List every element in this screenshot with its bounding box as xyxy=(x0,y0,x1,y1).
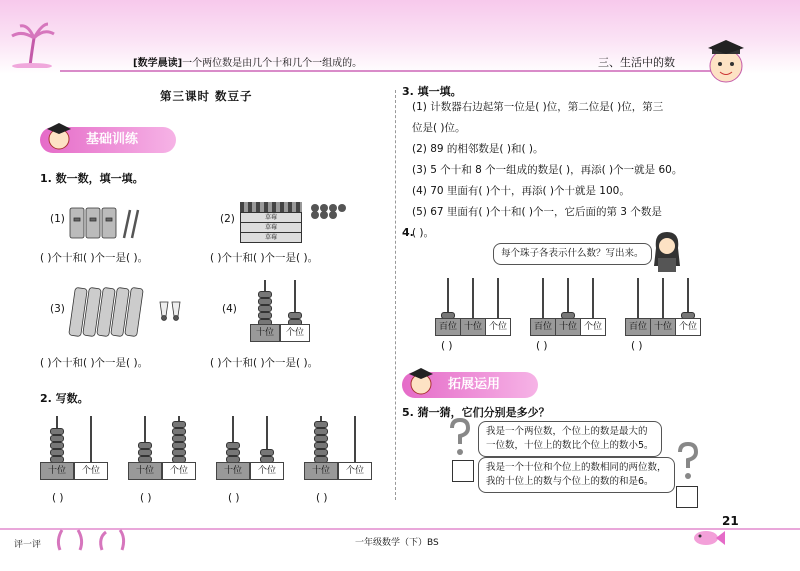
q3-line: (4) 70 里面有( )个十，再添( )个十就是 100。 xyxy=(412,185,630,197)
abacus-bead xyxy=(50,428,64,435)
q2-answer: ( ) xyxy=(316,492,328,504)
ones-label: 个位 xyxy=(280,324,310,342)
q1-item1-answer: ( )个十和( )个一是( )。 xyxy=(40,252,149,264)
q2-answer: ( ) xyxy=(228,492,240,504)
abacus-bead xyxy=(172,428,186,435)
abacus-rod xyxy=(637,278,639,318)
q1-item2-answer: ( )个十和( )个一是( )。 xyxy=(210,252,319,264)
q2-abacus xyxy=(304,410,374,510)
ones-label: 个位 xyxy=(162,462,196,480)
abacus-bead xyxy=(258,291,272,298)
morning-tip xyxy=(133,54,362,69)
q5-bubble-1-line: 一位数，十位上的数比个位上的数小5。 xyxy=(486,440,654,451)
fish-icon xyxy=(690,527,726,549)
abacus-bead xyxy=(226,442,240,449)
abacus-bead xyxy=(288,312,302,319)
abacus-rod xyxy=(472,278,474,318)
q3-line: (2) 89 的相邻数是( )和( )。 xyxy=(412,143,544,155)
abacus-bead xyxy=(226,449,240,456)
abacus-rod xyxy=(592,278,594,318)
q5-bubble-1 xyxy=(478,421,662,457)
book-title: 一年级数学（下）BS xyxy=(355,538,439,548)
header-band xyxy=(0,0,800,74)
q5-answer-box-2[interactable] xyxy=(676,486,698,508)
q5-bubble-2-line: 我的十位上的数与个位上的数的和是6。 xyxy=(486,476,654,487)
ones-label: 个位 xyxy=(250,462,284,480)
tens-label: 十位 xyxy=(555,318,581,336)
q4-abacus-row xyxy=(435,270,735,360)
tens-label: 十位 xyxy=(250,324,280,342)
tens-label: 十位 xyxy=(128,462,162,480)
q3-line: (5) 67 里面有( )个十和( )个一，它后面的第 3 个数是 xyxy=(412,206,662,218)
abacus-rod xyxy=(497,278,499,318)
abacus-bead xyxy=(50,442,64,449)
section-name: 三、生活中的数 xyxy=(598,56,675,69)
question-mark-icon xyxy=(674,442,702,482)
abacus-rod xyxy=(662,278,664,318)
abacus-bead xyxy=(172,435,186,442)
q4-abacus xyxy=(625,270,705,360)
tens-label: 十位 xyxy=(304,462,338,480)
student-icon xyxy=(406,366,436,398)
q1-title: 1. 数一数，填一填。 xyxy=(40,172,144,185)
abacus-rod xyxy=(542,278,544,318)
q1-item4-answer: ( )个十和( )个一是( )。 xyxy=(210,357,319,369)
q2-abacus xyxy=(216,410,286,510)
q2-abacus xyxy=(40,410,110,510)
q4-abacus xyxy=(435,270,515,360)
q2-answer: ( ) xyxy=(52,492,64,504)
girl-icon xyxy=(650,230,684,274)
q2-answer: ( ) xyxy=(140,492,152,504)
q3-line: ( )。 xyxy=(412,227,435,239)
student-icon xyxy=(44,121,74,153)
basic-banner xyxy=(40,127,176,153)
q3-line: (3) 5 个十和 8 个一组成的数是( )，再添( )个一就是 60。 xyxy=(412,164,683,176)
q5-bubble-2 xyxy=(478,457,675,493)
q3-line: 位是( )位。 xyxy=(412,122,466,134)
ones-label: 个位 xyxy=(485,318,511,336)
abacus-bead xyxy=(258,298,272,305)
abacus-bead xyxy=(50,435,64,442)
ones-label: 个位 xyxy=(580,318,606,336)
column-divider xyxy=(395,90,396,500)
ones-label: 个位 xyxy=(675,318,701,336)
abacus-bead xyxy=(258,312,272,319)
tens-label: 十位 xyxy=(216,462,250,480)
q5-title: 5. 猜一猜，它们分别是多少？ xyxy=(402,406,550,419)
seaweed-icon xyxy=(50,526,140,552)
basic-banner-label: 基础训练 xyxy=(86,132,139,147)
q1-item1-num: (1) xyxy=(50,213,65,225)
abacus-rod xyxy=(90,416,92,462)
q5-answer-box-1[interactable] xyxy=(452,460,474,482)
hundreds-label: 百位 xyxy=(530,318,556,336)
abacus-rod xyxy=(354,416,356,462)
abacus-bead xyxy=(314,435,328,442)
tens-label: 十位 xyxy=(460,318,486,336)
q4-answer: ( ) xyxy=(631,340,643,352)
shuttlecock-tubes-image xyxy=(68,284,188,340)
q5-bubble-2-line: 我是一个十位和个位上的数相同的两位数， xyxy=(486,462,667,473)
question-mark-icon xyxy=(446,418,474,458)
ones-label: 个位 xyxy=(338,462,372,480)
review-label: 评一评 xyxy=(14,540,42,550)
q5-bubble-1-line: 我是一个两位数，个位上的数是最大的 xyxy=(486,426,648,437)
q4-abacus xyxy=(530,270,610,360)
q3-lines xyxy=(412,97,682,244)
abacus-bead xyxy=(314,421,328,428)
palm-tree-icon xyxy=(8,22,56,68)
abacus-bead xyxy=(138,449,152,456)
stick-bundles-image xyxy=(68,206,148,242)
q2-title: 2. 写数。 xyxy=(40,392,89,405)
lesson-title: 第三课时 数豆子 xyxy=(160,89,253,103)
tens-label: 十位 xyxy=(650,318,676,336)
q2-abacus-row xyxy=(40,410,380,510)
q3-line: (1) 计数器右边起第一位是( )位，第二位是( )位，第三 xyxy=(412,101,664,113)
q1-item4-num: (4) xyxy=(222,303,237,315)
q3-title: 3. 填一填。 xyxy=(402,85,462,98)
q1-item3-num: (3) xyxy=(50,303,65,315)
strawberry-top xyxy=(240,202,302,212)
abacus-bead xyxy=(314,449,328,456)
hundreds-label: 百位 xyxy=(435,318,461,336)
q1-item2-num: (2) xyxy=(220,213,235,225)
abacus-bead xyxy=(314,428,328,435)
abacus-bead xyxy=(50,449,64,456)
extend-banner-label: 拓展运用 xyxy=(448,377,501,392)
ones-label: 个位 xyxy=(74,462,108,480)
q1-item3-answer: ( )个十和( )个一是( )。 xyxy=(40,357,149,369)
tip-text: 一个两位数是由几个十和几个一组成的。 xyxy=(182,58,363,69)
abacus-bead xyxy=(260,449,274,456)
abacus-bead xyxy=(172,449,186,456)
strawberry-boxes xyxy=(240,202,302,242)
box-label: 草莓 xyxy=(240,222,302,233)
page-number: 21 xyxy=(722,514,739,528)
box-label: 草莓 xyxy=(240,232,302,243)
q4-speech-bubble: 每个珠子各表示什么数？写出来。 xyxy=(493,243,652,265)
mascot-icon xyxy=(700,36,752,88)
extend-banner xyxy=(402,372,538,398)
abacus-bead xyxy=(314,442,328,449)
hundreds-label: 百位 xyxy=(625,318,651,336)
abacus-bead xyxy=(138,442,152,449)
header-divider xyxy=(60,70,740,72)
loose-strawberries-image xyxy=(310,203,352,219)
tip-label: [数学晨读] xyxy=(133,58,183,69)
abacus-bead xyxy=(258,305,272,312)
q2-abacus xyxy=(128,410,198,510)
q4-answer: ( ) xyxy=(536,340,548,352)
box-label: 草莓 xyxy=(240,212,302,223)
abacus-bead xyxy=(172,421,186,428)
q1-abacus xyxy=(250,280,310,340)
tens-label: 十位 xyxy=(40,462,74,480)
q4-answer: ( ) xyxy=(441,340,453,352)
abacus-bead xyxy=(172,442,186,449)
q4-title: 4. xyxy=(402,226,414,239)
